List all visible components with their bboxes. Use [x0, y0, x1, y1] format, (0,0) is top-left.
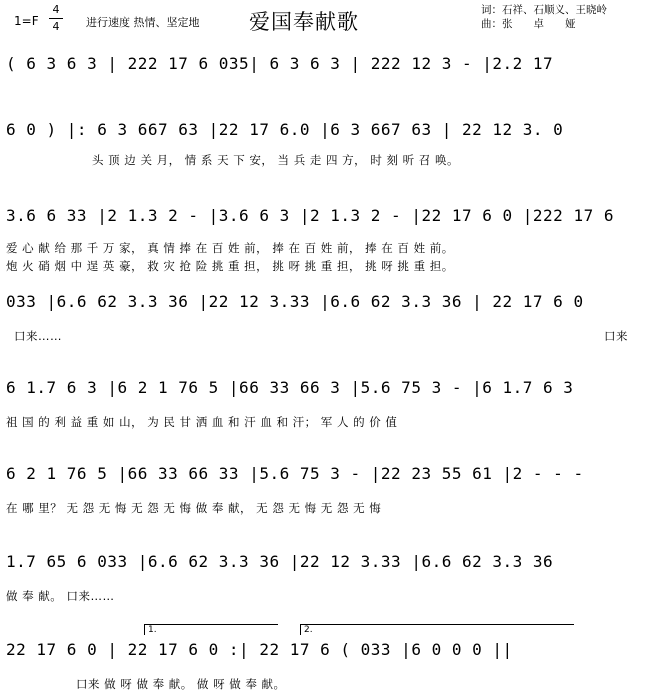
song-title: 爱国奉献歌 [249, 10, 359, 34]
notation-line-6: 6 2 1 76 5 |66 33 66 33 |5.6 75 3 - |22 23 55 61 |2 - - - [6, 464, 584, 483]
tempo-marking: 进行速度 热情、坚定地 [86, 16, 200, 29]
lyric-line-5: 祖 国 的 利 益 重 如 山， 为 民 甘 洒 血 和 汗 血 和 汗； 军 人 的 价 值 [6, 415, 398, 429]
volta-bracket-1: 1. [144, 624, 278, 635]
time-signature-top: 4 [52, 3, 60, 16]
lyric-line-2: 头 顶 边 关 月， 情 系 天 下 安， 当 兵 走 四 方， 时 刻 听 召 唤。 [92, 153, 459, 167]
volta-bracket-2: 2. [300, 624, 574, 635]
lyric-line-8: 口来 做 呀 做 奉 献。 做 呀 做 奉 献。 [76, 677, 286, 691]
notation-line-2: 6 0 ) |: 6 3 667 63 |22 17 6.0 |6 3 667 63 | 22 12 3. 0 [6, 120, 564, 139]
credits [481, 3, 607, 31]
lyric-line-7: 做 奉 献。 口来…… [6, 589, 115, 603]
time-signature [49, 3, 63, 34]
notation-line-8: 22 17 6 0 | 22 17 6 0 :| 22 17 6 ( 033 |6 0 0 0 || [6, 640, 513, 659]
lyric-line-3a: 爱 心 献 给 那 千 万 家， 真 情 捧 在 百 姓 前， 捧 在 百 姓 前， 捧 在 百 姓 前。 [6, 241, 454, 255]
notation-line-5: 6 1.7 6 3 |6 2 1 76 5 |66 33 66 3 |5.6 75 3 - |6 1.7 6 3 [6, 378, 574, 397]
composer-credit: 曲：张 卓 娅 [481, 18, 576, 30]
lyric-line-4a: 口来…… [14, 329, 62, 343]
lyric-line-3b: 炮 火 硝 烟 中 逞 英 豪， 救 灾 抢 险 挑 重 担， 挑 呀 挑 重 担， 挑 呀 挑 重 担。 [6, 259, 454, 273]
lyric-line-6: 在 哪 里？ 无 怨 无 悔 无 怨 无 悔 做 奉 献， 无 怨 无 悔 无 怨 无 悔 [6, 501, 382, 515]
lyricist-credit: 词：石祥、石顺义、王晓岭 [481, 4, 607, 16]
lyric-line-4b: 口来 [604, 329, 628, 343]
notation-line-3: 3.6 6 33 |2 1.3 2 - |3.6 6 3 |2 1.3 2 - |22 17 6 0 |222 17 6 [6, 206, 614, 225]
notation-line-7: 1.7 65 6 033 |6.6 62 3.3 36 |22 12 3.33 |6.6 62 3.3 36 [6, 552, 554, 571]
time-signature-line [49, 18, 63, 19]
key-signature: 1=F [14, 14, 39, 28]
notation-line-1: ( 6 3 6 3 | 222 17 6 035| 6 3 6 3 | 222 12 3 - |2.2 17 [6, 54, 554, 73]
notation-line-4: 033 |6.6 62 3.3 36 |22 12 3.33 |6.6 62 3.3 36 | 22 17 6 0 [6, 292, 584, 311]
time-signature-bottom: 4 [52, 20, 60, 33]
